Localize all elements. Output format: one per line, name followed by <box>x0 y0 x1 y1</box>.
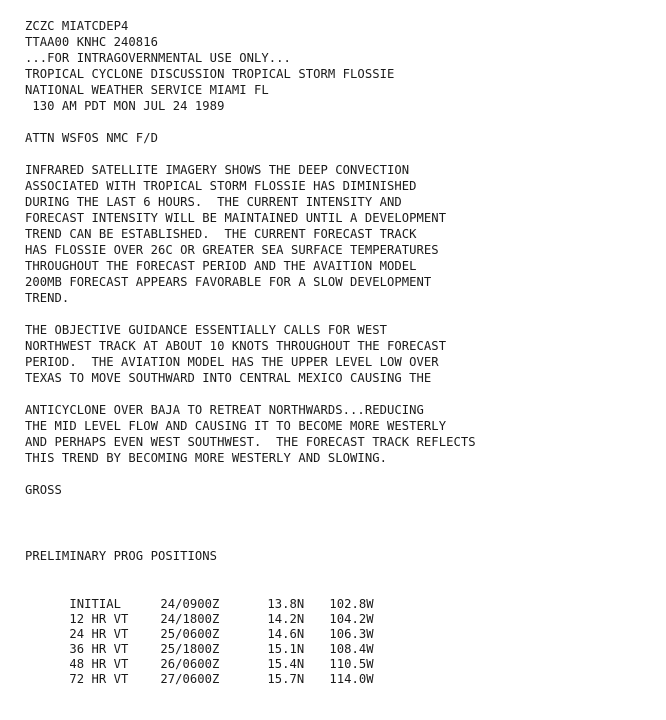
text-line: INFRARED SATELLITE IMAGERY SHOWS THE DEEP CONVECTION <box>25 163 410 177</box>
prog-lat: 15.7N <box>267 672 305 686</box>
prog-lon: 114.0W <box>329 672 374 686</box>
header-line: NATIONAL WEATHER SERVICE MIAMI FL <box>25 83 269 97</box>
text-line: THE MID LEVEL FLOW AND CAUSING IT TO BECOME MORE WESTERLY <box>25 419 447 433</box>
text-line: ASSOCIATED WITH TROPICAL STORM FLOSSIE HAS DIMINISHED <box>25 179 417 193</box>
prog-lat: 15.1N <box>267 642 305 656</box>
spacer <box>25 466 660 482</box>
forecaster-signature: GROSS <box>25 483 62 497</box>
prog-lat: 14.6N <box>267 627 305 641</box>
prog-lon: 104.2W <box>329 612 374 626</box>
text-line: DURING THE LAST 6 HOURS. THE CURRENT INTENSITY AND <box>25 195 402 209</box>
prog-label: 72 HR VT <box>69 672 129 686</box>
paragraph-anticyclone <box>25 402 660 466</box>
header-line: ...FOR INTRAGOVERNMENTAL USE ONLY... <box>25 51 291 65</box>
prog-time: 25/0600Z <box>160 627 220 641</box>
prog-label: 48 HR VT <box>69 657 129 671</box>
prog-time: 24/0900Z <box>160 597 220 611</box>
header-line: TROPICAL CYCLONE DISCUSSION TROPICAL STORM FLOSSIE <box>25 67 395 81</box>
text-line: FORECAST INTENSITY WILL BE MAINTAINED UNTIL A DEVELOPMENT <box>25 211 447 225</box>
prog-time: 27/0600Z <box>160 672 220 686</box>
text-line: THE OBJECTIVE GUIDANCE ESSENTIALLY CALLS FOR WEST <box>25 323 387 337</box>
prog-time: 24/1800Z <box>160 612 220 626</box>
spacer <box>25 564 660 580</box>
text-line: THROUGHOUT THE FORECAST PERIOD AND THE AVAITION MODEL <box>25 259 417 273</box>
spacer <box>25 386 660 402</box>
header-line: 130 AM PDT MON JUL 24 1989 <box>25 99 225 113</box>
text-line: AND PERHAPS EVEN WEST SOUTHWEST. THE FORECAST TRACK REFLECTS <box>25 435 476 449</box>
prog-lon: 102.8W <box>329 597 374 611</box>
spacer <box>25 146 660 162</box>
text-line: 200MB FORECAST APPEARS FAVORABLE FOR A SLOW DEVELOPMENT <box>25 275 432 289</box>
prog-row <box>25 580 660 611</box>
prog-label: 12 HR VT <box>69 612 129 626</box>
text-line: TREND. <box>25 291 70 305</box>
bulletin-header <box>25 18 660 114</box>
paragraph-guidance <box>25 322 660 386</box>
prog-lat: 14.2N <box>267 612 305 626</box>
spacer <box>25 498 660 548</box>
text-line: ANTICYCLONE OVER BAJA TO RETREAT NORTHWARDS...REDUCING <box>25 403 424 417</box>
prog-label: 36 HR VT <box>69 642 129 656</box>
prog-lon: 106.3W <box>329 627 374 641</box>
text-line: PERIOD. THE AVIATION MODEL HAS THE UPPER LEVEL LOW OVER <box>25 355 439 369</box>
prog-lat: 15.4N <box>267 657 305 671</box>
prog-lon: 110.5W <box>329 657 374 671</box>
discussion-document <box>25 18 660 686</box>
prog-time: 26/0600Z <box>160 657 220 671</box>
header-line: ZCZC MIATCDEP4 <box>25 19 129 33</box>
text-line: TEXAS TO MOVE SOUTHWARD INTO CENTRAL MEXICO CAUSING THE <box>25 371 432 385</box>
prog-positions-table <box>25 580 660 686</box>
paragraph-satellite <box>25 162 660 306</box>
text-line: THIS TREND BY BECOMING MORE WESTERLY AND SLOWING. <box>25 451 387 465</box>
spacer <box>25 306 660 322</box>
text-line: HAS FLOSSIE OVER 26C OR GREATER SEA SURFACE TEMPERATURES <box>25 243 439 257</box>
attention-line: ATTN WSFOS NMC F/D <box>25 131 158 145</box>
header-line: TTAA00 KNHC 240816 <box>25 35 158 49</box>
text-line: NORTHWEST TRACK AT ABOUT 10 KNOTS THROUGHOUT THE FORECAST <box>25 339 447 353</box>
prog-label: INITIAL <box>69 597 122 611</box>
prog-lon: 108.4W <box>329 642 374 656</box>
prog-label: 24 HR VT <box>69 627 129 641</box>
spacer <box>25 114 660 130</box>
text-line: TREND CAN BE ESTABLISHED. THE CURRENT FORECAST TRACK <box>25 227 417 241</box>
prog-time: 25/1800Z <box>160 642 220 656</box>
prog-lat: 13.8N <box>267 597 305 611</box>
prog-positions-title: PRELIMINARY PROG POSITIONS <box>25 549 218 563</box>
